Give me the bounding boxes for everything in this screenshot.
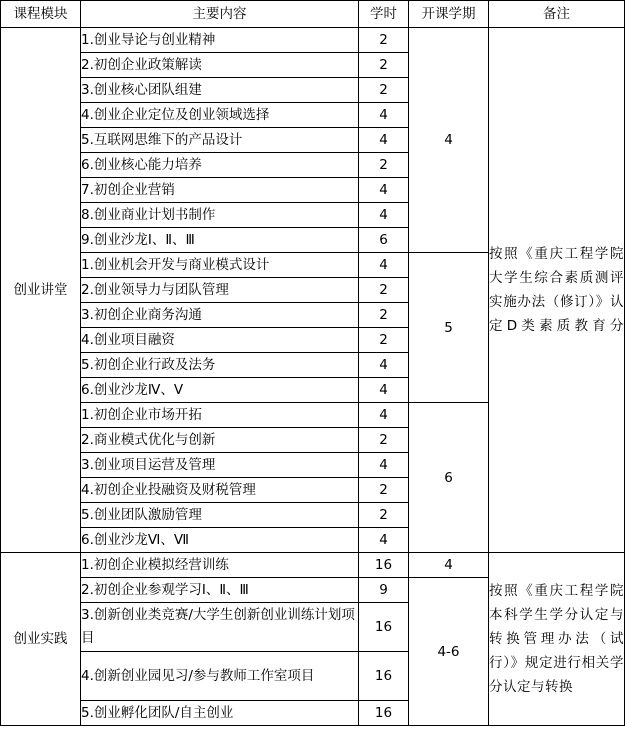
header-semester: 开课学期 <box>409 1 489 28</box>
note-text: 按照《重庆工程学院本科学生学分认定与转换管理办法（试行）》规定进行相关学分认定与转换 <box>489 583 624 695</box>
table-row <box>1 28 625 53</box>
course-content: 2.创业领导力与团队管理 <box>81 278 359 303</box>
course-hours: 4 <box>359 253 409 278</box>
course-content: 4.初创企业投融资及财税管理 <box>81 478 359 503</box>
course-content: 3.创业核心团队组建 <box>81 78 359 103</box>
note-text: 按照《重庆工程学院大学生综合素质测评实施办法（修订）》认定D类素质教育分 <box>489 246 624 334</box>
course-hours: 16 <box>359 652 409 701</box>
course-content: 5.初创企业行政及法务 <box>81 353 359 378</box>
course-content: 6.创业沙龙Ⅳ、Ⅴ <box>81 378 359 403</box>
course-hours: 9 <box>359 578 409 603</box>
course-hours: 2 <box>359 478 409 503</box>
semester-cell: 5 <box>409 253 489 403</box>
semester-cell: 6 <box>409 403 489 553</box>
course-content: 9.创业沙龙Ⅰ、Ⅱ、Ⅲ <box>81 228 359 253</box>
semester-cell: 4 <box>409 553 489 578</box>
course-content: 3.初创企业商务沟通 <box>81 303 359 328</box>
course-content: 4.创新创业园见习/参与教师工作室项目 <box>81 652 359 701</box>
course-content: 1.初创企业市场开拓 <box>81 403 359 428</box>
course-hours: 16 <box>359 603 409 652</box>
course-content: 1.初创企业模拟经营训练 <box>81 553 359 578</box>
semester-cell: 4 <box>409 28 489 253</box>
semester-cell: 4-6 <box>409 578 489 726</box>
course-hours: 2 <box>359 278 409 303</box>
course-content: 3.创业项目运营及管理 <box>81 453 359 478</box>
course-content: 5.创业团队激励管理 <box>81 503 359 528</box>
note-cell <box>489 28 625 553</box>
course-content: 6.创业核心能力培养 <box>81 153 359 178</box>
course-hours: 2 <box>359 328 409 353</box>
course-hours: 2 <box>359 503 409 528</box>
course-hours: 4 <box>359 453 409 478</box>
course-content: 5.互联网思维下的产品设计 <box>81 128 359 153</box>
module-cell: 创业讲堂 <box>1 28 81 553</box>
course-hours: 2 <box>359 153 409 178</box>
course-content: 5.创业孵化团队/自主创业 <box>81 701 359 726</box>
course-content: 8.创业商业计划书制作 <box>81 203 359 228</box>
course-hours: 4 <box>359 103 409 128</box>
course-content: 1.创业机会开发与商业模式设计 <box>81 253 359 278</box>
course-hours: 2 <box>359 53 409 78</box>
header-hours: 学时 <box>359 1 409 28</box>
course-hours: 4 <box>359 203 409 228</box>
course-hours: 4 <box>359 403 409 428</box>
course-hours: 4 <box>359 128 409 153</box>
course-hours: 4 <box>359 353 409 378</box>
course-hours: 16 <box>359 553 409 578</box>
course-hours: 2 <box>359 303 409 328</box>
course-content: 4.创业项目融资 <box>81 328 359 353</box>
header-row <box>1 1 625 28</box>
course-hours: 16 <box>359 701 409 726</box>
course-hours: 2 <box>359 78 409 103</box>
module-cell: 创业实践 <box>1 553 81 726</box>
header-content: 主要内容 <box>81 1 359 28</box>
course-hours: 4 <box>359 178 409 203</box>
course-content: 7.初创企业营销 <box>81 178 359 203</box>
course-hours: 4 <box>359 528 409 553</box>
course-content: 2.商业模式优化与创新 <box>81 428 359 453</box>
table-row <box>1 553 625 578</box>
header-note: 备注 <box>489 1 625 28</box>
course-hours: 2 <box>359 428 409 453</box>
course-content: 4.创业企业定位及创业领域选择 <box>81 103 359 128</box>
note-cell <box>489 553 625 726</box>
course-content: 2.初创企业参观学习Ⅰ、Ⅱ、Ⅲ <box>81 578 359 603</box>
course-hours: 6 <box>359 228 409 253</box>
course-content: 1.创业导论与创业精神 <box>81 28 359 53</box>
header-module: 课程模块 <box>1 1 81 28</box>
course-hours: 4 <box>359 378 409 403</box>
course-content: 2.初创企业政策解读 <box>81 53 359 78</box>
course-hours: 2 <box>359 28 409 53</box>
course-content: 6.创业沙龙Ⅵ、Ⅶ <box>81 528 359 553</box>
course-content: 3.创新创业类竞赛/大学生创新创业训练计划项目 <box>81 603 359 652</box>
